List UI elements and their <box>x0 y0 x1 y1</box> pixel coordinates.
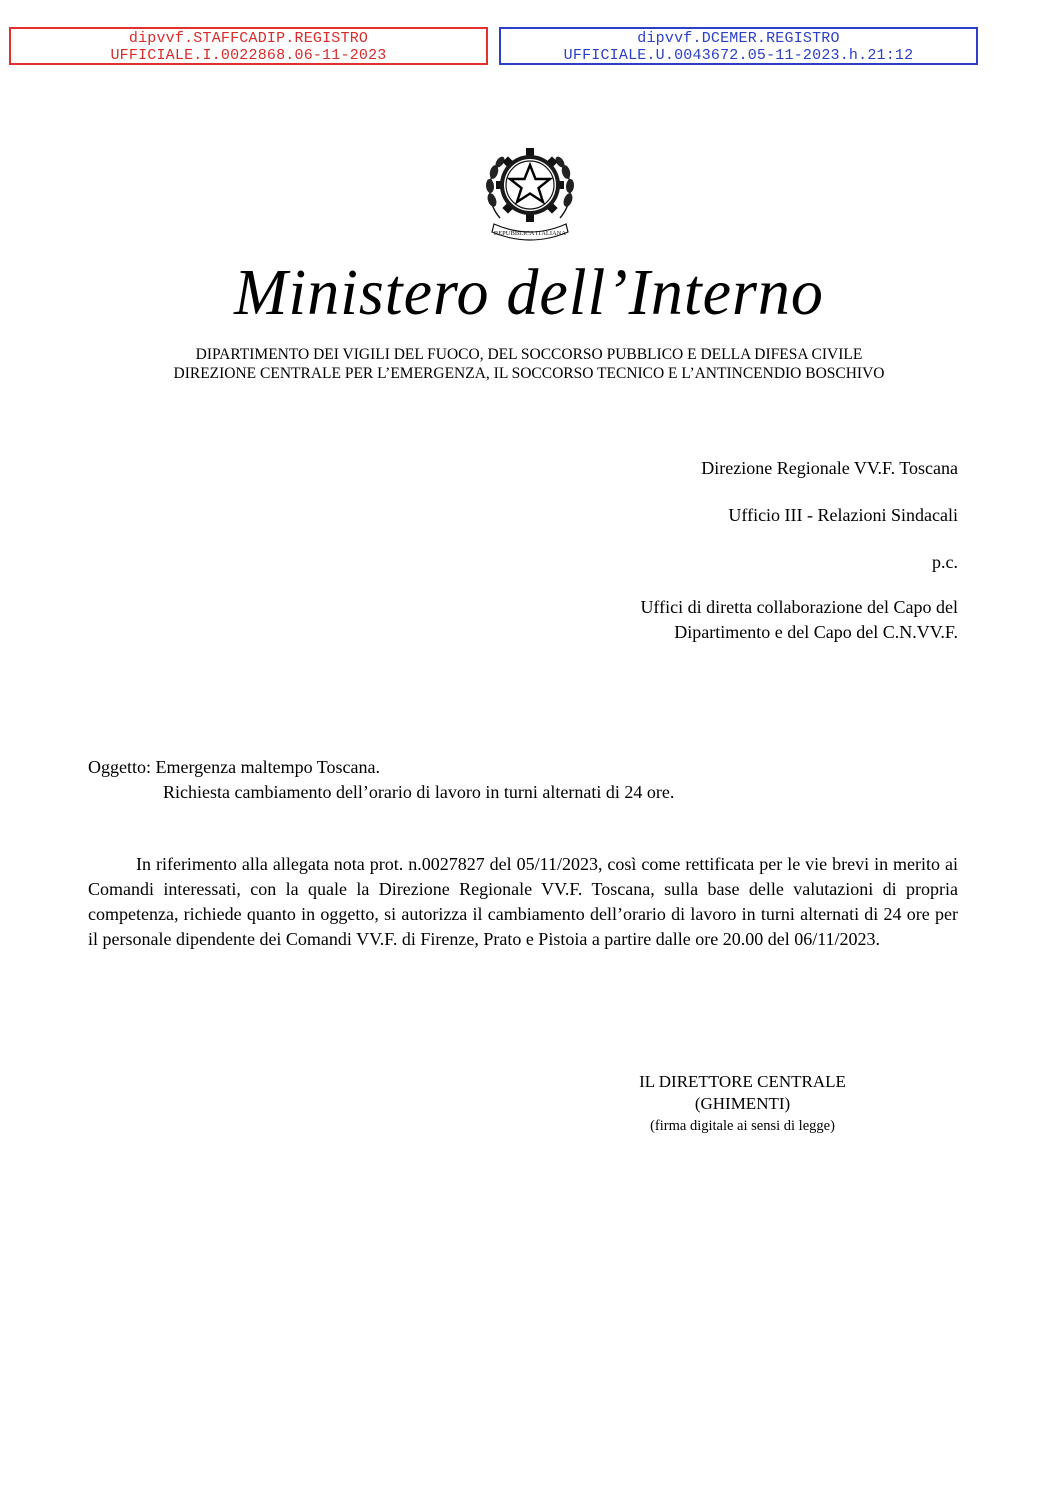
letter-body: In riferimento alla allegata nota prot. n.0027827 del 05/11/2023, così come rettificata per le vie brevi in merito ai Comandi interessati, con la quale la Direzione Regionale VV.F. Toscana, sulla base delle valutazioni di propria competenza, richiede quanto in oggetto, si autorizza il cambiamento dell’orario di lavoro in turni alternati di 24 ore per il personale dipendente dei Comandi VV.F. di Firenze, Prato e Pistoia a partire dalle ore 20.00 del 06/11/2023. <box>88 854 958 949</box>
signatory-name: (GHIMENTI) <box>694 1094 791 1113</box>
incoming-protocol-line1: dipvvf.STAFFCADIP.REGISTRO <box>128 30 369 47</box>
direction-name: DIREZIONE CENTRALE PER L’EMERGENZA, IL SOCCORSO TECNICO E L’ANTINCENDIO BOSCHIVO <box>173 365 885 382</box>
outgoing-protocol-stamp <box>499 27 978 65</box>
recipient-office: Ufficio III - Relazioni Sindacali <box>728 505 958 525</box>
signatory-title: IL DIRETTORE CENTRALE <box>639 1072 846 1091</box>
cc-label: p.c. <box>932 552 958 572</box>
cc-recipient-line2: Dipartimento e del Capo del C.N.VV.F. <box>674 622 958 642</box>
svg-text:REPUBBLICA ITALIANA: REPUBBLICA ITALIANA <box>493 230 567 237</box>
incoming-protocol-stamp <box>9 27 488 65</box>
department-name: DIPARTIMENTO DEI VIGILI DEL FUOCO, DEL SOCCORSO PUBBLICO E DELLA DIFESA CIVILE <box>195 346 863 363</box>
outgoing-protocol-line1: dipvvf.DCEMER.REGISTRO <box>637 30 840 47</box>
ministry-title: Ministero dell’Interno <box>234 256 824 329</box>
incoming-protocol-line2: UFFICIALE.I.0022868.06-11-2023 <box>110 47 387 64</box>
outgoing-protocol-line2: UFFICIALE.U.0043672.05-11-2023.h.21:12 <box>563 47 914 64</box>
subject-line: Oggetto: Emergenza maltempo Toscana. <box>88 757 380 777</box>
cc-recipient-line1: Uffici di diretta collaborazione del Capo del <box>640 597 958 617</box>
digital-signature-note: (firma digitale ai sensi di legge) <box>650 1118 835 1134</box>
repubblica-italiana-emblem-icon <box>478 140 582 244</box>
recipient-primary: Direzione Regionale VV.F. Toscana <box>701 458 958 478</box>
subject-detail: Richiesta cambiamento dell’orario di lavoro in turni alternati di 24 ore. <box>163 782 675 802</box>
